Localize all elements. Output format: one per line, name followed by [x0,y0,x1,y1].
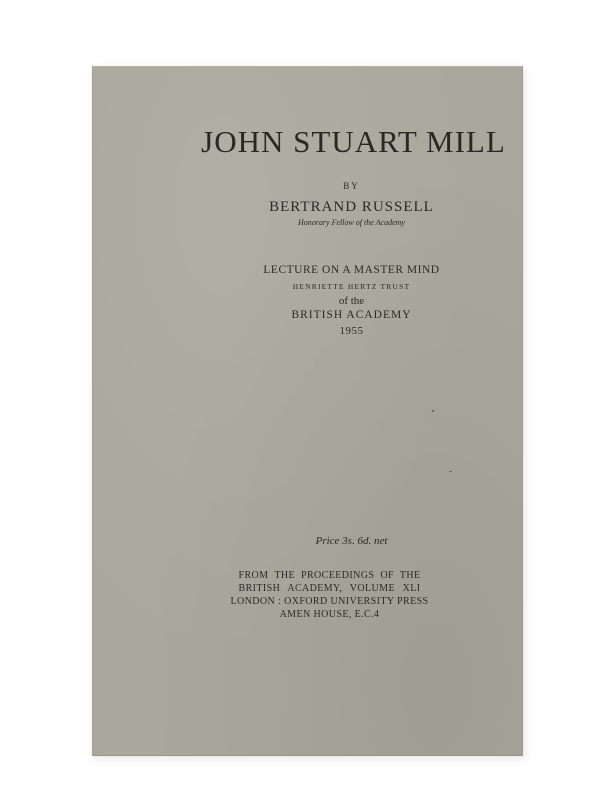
author-note: Honorary Fellow of the Academy [298,218,405,227]
paper-speck [432,410,434,412]
pamphlet-cover [92,66,523,756]
price-text: Price 3s. 6d. net [315,535,388,547]
paper-speck [449,471,452,472]
imprint-line-1: FROM THE PROCEEDINGS OF THE [238,570,421,581]
book-title: JOHN STUART MILL [201,124,506,159]
imprint-line-3: LONDON : OXFORD UNIVERSITY PRESS [230,596,429,607]
imprint-line-2: BRITISH ACADEMY, VOLUME XLI [238,583,421,594]
author-name: BERTRAND RUSSELL [269,199,434,215]
by-label: BY [343,181,360,191]
imprint-block [93,569,522,621]
imprint-line-4: AMEN HOUSE, E.C.4 [279,609,380,620]
lecture-title: LECTURE ON A MASTER MIND [263,264,440,276]
publication-year: 1955 [339,325,364,337]
academy-name: BRITISH ACADEMY [291,309,412,321]
of-the-text: of the [338,295,365,307]
trust-name: HENRIETTE HERTZ TRUST [292,282,411,291]
